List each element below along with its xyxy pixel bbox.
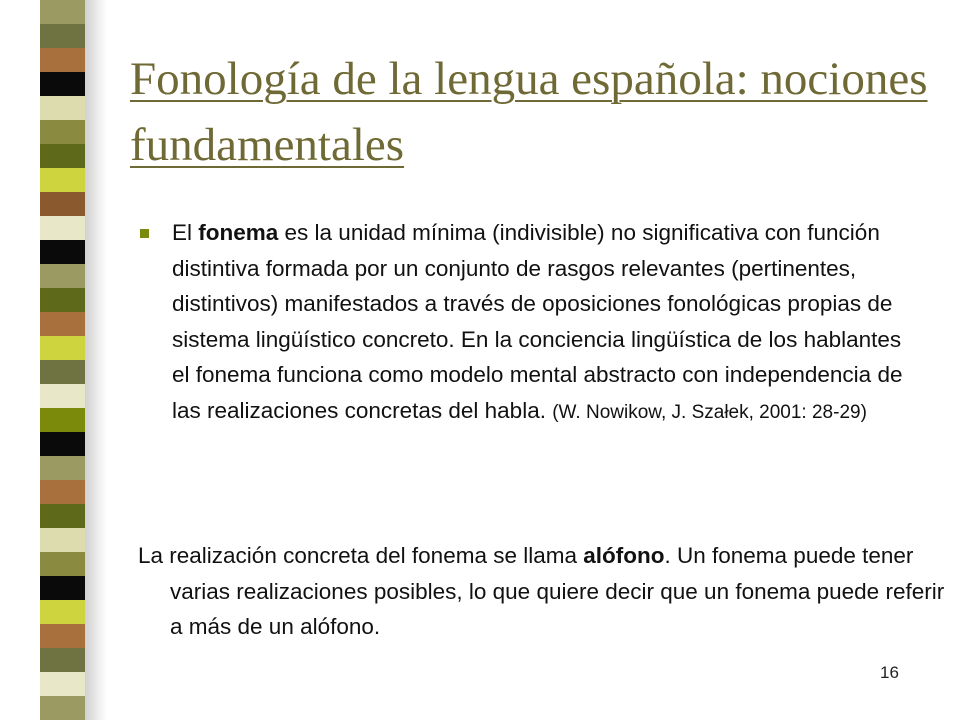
stripe-block: [40, 576, 85, 600]
page-number: 16: [880, 663, 899, 682]
stripe-block: [40, 216, 85, 240]
stripe-block: [40, 120, 85, 144]
square-bullet-icon: [140, 229, 149, 238]
stripe-block: [40, 96, 85, 120]
paragraph: [138, 538, 960, 645]
term-alofono: alófono: [583, 543, 665, 568]
stripe-block: [40, 48, 85, 72]
stripe-block: [40, 696, 85, 720]
stripe-block: [40, 0, 85, 24]
stripe-block: [40, 312, 85, 336]
stripe-block: [40, 360, 85, 384]
stripe-block: [40, 600, 85, 624]
stripe-block: [40, 336, 85, 360]
citation: (W. Nowikow, J. Szałek, 2001: 28-29): [552, 401, 867, 423]
decorative-stripe-bar: [40, 0, 85, 720]
stripe-block: [40, 528, 85, 552]
stripe-block: [40, 504, 85, 528]
stripe-block: [40, 408, 85, 432]
stripe-block: [40, 384, 85, 408]
term-fonema: fonema: [198, 220, 279, 245]
stripe-shadow: [85, 0, 107, 720]
stripe-block: [40, 672, 85, 696]
stripe-block: [40, 432, 85, 456]
paragraph-text: La realización concreta del fonema se llama: [138, 543, 584, 568]
stripe-block: [40, 24, 85, 48]
stripe-block: [40, 552, 85, 576]
stripe-block: [40, 288, 85, 312]
stripe-block: [40, 264, 85, 288]
stripe-block: [40, 168, 85, 192]
stripe-block: [40, 72, 85, 96]
stripe-block: [40, 240, 85, 264]
stripe-block: [40, 144, 85, 168]
stripe-block: [40, 192, 85, 216]
stripe-block: [40, 648, 85, 672]
slide-title: Fonología de la lengua española: nociones fundamentales: [130, 53, 928, 171]
stripe-block: [40, 480, 85, 504]
bullet-text-cont: es la unidad mínima (indivisible) no significativa con función distintiva formada por un conjunto de rasgos relevantes (pertinentes, distintivos) manifestados a través de oposiciones fonológicas propias de sistema lingüístico concreto. En la conciencia lingüística de los hablantes el fonema funciona como modelo mental abstracto con independencia de las realizaciones concretas del habla.: [172, 220, 903, 423]
stripe-block: [40, 624, 85, 648]
stripe-block: [40, 456, 85, 480]
bullet-item: [172, 215, 922, 430]
bullet-text: El: [172, 220, 199, 245]
paragraph-text-cont: . Un fonema puede tener varias realizaciones posibles, lo que quiere decir que un fonema puede referir a más de un alófono.: [170, 543, 945, 639]
